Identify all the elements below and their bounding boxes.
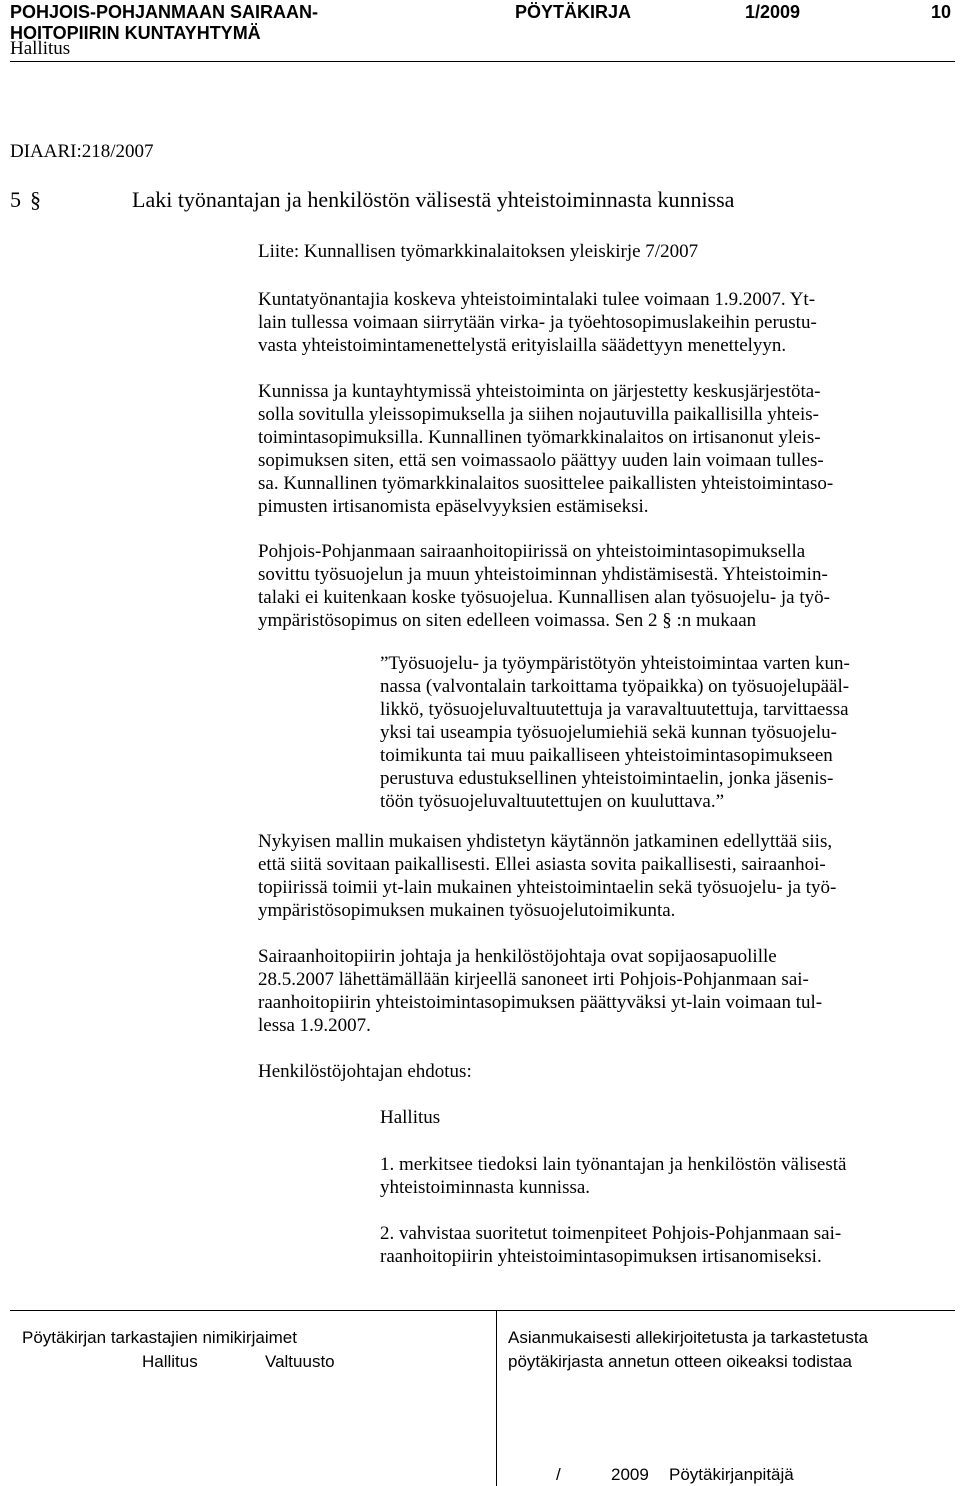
paragraph-line: sa. Kunnallinen työmarkkinalaitos suosittelee paikallisten yhteistoimintaso- (258, 473, 834, 494)
paragraph-line: talaki ei kuitenkaan koske työsuojelua. Kunnallisen alan työsuojelu- ja työ- (258, 587, 830, 608)
quote-line: töön työsuojeluvaltuutettujen on kuuluttava.” (380, 791, 725, 812)
paragraph-line: solla sovitulla yleissopimuksella ja siihen nojautuvilla paikallisilla yhteis- (258, 404, 819, 425)
paragraph-3 (258, 540, 830, 632)
proposal-item-2 (380, 1222, 841, 1268)
proposal-item-line: 2. vahvistaa suoritetut toimenpiteet Pohjois-Pohjanmaan sai- (380, 1223, 842, 1244)
page-header (10, 0, 955, 92)
proposal-item-line: raanhoitopiirin yhteistoimintasopimuksen irtisanomiseksi. (380, 1246, 822, 1267)
proposal-heading: Henkilöstöjohtajan ehdotus: (258, 1061, 472, 1082)
diaari-number: DIAARI:218/2007 (10, 141, 154, 162)
paragraph-line: Kunnissa ja kuntayhtymissä yhteistoiminta on järjestetty keskusjärjestöta- (258, 381, 821, 402)
paragraph-line: pimusten irtisanomista epäselvyyksien estämiseksi. (258, 496, 649, 517)
paragraph-line: Pohjois-Pohjanmaan sairaanhoitopiirissä on yhteistoimintasopimuksella (258, 541, 806, 562)
footer-certification-line-1: Asianmukaisesti allekirjoitetusta ja tarkastetusta (508, 1328, 868, 1347)
paragraph-line: 28.5.2007 lähettämällään kirjeellä sanoneet irti Pohjois-Pohjanmaan sai- (258, 969, 809, 990)
paragraph-line: ympäristösopimuksen mukainen työsuojelutoimikunta. (258, 900, 676, 921)
paragraph-line: Kuntatyönantajia koskeva yhteistoimintalaki tulee voimaan 1.9.2007. Yt- (258, 289, 816, 310)
footer-year: 2009 (611, 1465, 649, 1484)
footer-date-slash: / (556, 1465, 561, 1484)
section-sign: § (30, 187, 41, 212)
paragraph-line: sopimuksen siten, että sen voimassaolo päättyy uuden lain voimaan tulles- (258, 450, 824, 471)
paragraph-line: toimintasopimuksilla. Kunnallinen työmarkkinalaitos on irtisanonut yleis- (258, 427, 821, 448)
quote-line: ”Työsuojelu- ja työympäristötyön yhteistoimintaa varten kun- (380, 653, 850, 674)
footer-initials-hallitus: Hallitus (142, 1352, 198, 1371)
paragraph-4 (258, 830, 836, 922)
organization-line-2: HOITOPIIRIN KUNTAYHTYMÄ (10, 23, 261, 43)
paragraph-line: vasta yhteistoimintamenettelystä erityislailla säädettyyn menettelyyn. (258, 335, 787, 356)
proposal-item-line: yhteistoiminnasta kunnissa. (380, 1177, 591, 1198)
paragraph-line: ympäristösopimus on siten edelleen voimassa. Sen 2 § :n mukaan (258, 610, 757, 631)
attachment-line: Liite: Kunnallisen työmarkkinalaitoksen yleiskirje 7/2007 (258, 241, 699, 262)
paragraph-line: sovittu työsuojelun ja muun yhteistoiminnan yhdistämisestä. Yhteistoimin- (258, 564, 828, 585)
quote-line: nassa (valvontalain tarkoittama työpaikka) on työsuojelupääl- (380, 676, 850, 697)
footer-divider (496, 1311, 497, 1486)
paragraph-line: lessa 1.9.2007. (258, 1015, 371, 1036)
footer-keeper: Pöytäkirjanpitäjä (669, 1465, 794, 1484)
header-rule (10, 61, 955, 62)
paragraph-line: että siitä sovitaan paikallisesti. Ellei asiasta sovita paikallisesti, sairaanhoi- (258, 854, 826, 875)
paragraph-line: raanhoitopiirin yhteistoimintasopimuksen päättyväksi yt-lain voimaan tul- (258, 992, 823, 1013)
footer-rule (10, 1310, 955, 1311)
footer-initials-valtuusto: Valtuusto (265, 1352, 335, 1371)
paragraph-line: Sairaanhoitopiirin johtaja ja henkilöstöjohtaja ovat sopijaosapuolille (258, 946, 777, 967)
document-type: PÖYTÄKIRJA (515, 2, 632, 22)
document-number: 1/2009 (745, 2, 801, 22)
quote-line: likkö, työsuojeluvaltuutettuja ja varavaltuutettuja, tarvittaessa (380, 699, 849, 720)
paragraph-line: lain tullessa voimaan siirrytään virka- ja työehtosopimuslakeihin perustu- (258, 312, 817, 333)
quoted-passage (380, 652, 850, 813)
organization-line-1: POHJOIS-POHJANMAAN SAIRAAN- (10, 2, 319, 22)
footer-initials-title: Pöytäkirjan tarkastajien nimikirjaimet (22, 1328, 297, 1347)
section-number: 5 (10, 187, 21, 212)
quote-line: toimikunta tai muu paikalliseen yhteistoimintasopimukseen (380, 745, 833, 766)
paragraph-line: Nykyisen mallin mukaisen yhdistetyn käytännön jatkaminen edellyttää siis, (258, 831, 833, 852)
page-number: 10 (931, 2, 952, 22)
paragraph-line: topiirissä toimii yt-lain mukainen yhteistoimintaelin sekä työsuojelu- ja työ- (258, 877, 837, 898)
header-body-name: Hallitus (10, 38, 71, 59)
section-title: Laki työnantajan ja henkilöstön välisestä yhteistoiminnasta kunnissa (132, 187, 735, 212)
paragraph-2 (258, 380, 833, 518)
quote-line: perustuva edustuksellinen yhteistoimintaelin, jonka jäsenis- (380, 768, 834, 789)
footer-certification-line-2: pöytäkirjasta annetun otteen oikeaksi todistaa (508, 1352, 853, 1371)
paragraph-1 (258, 288, 817, 357)
proposal-item-1 (380, 1153, 846, 1199)
paragraph-5 (258, 945, 822, 1037)
quote-line: yksi tai useampia työsuojelumiehiä sekä kunnan työsuojelu- (380, 722, 837, 743)
proposal-item-line: 1. merkitsee tiedoksi lain työnantajan ja henkilöstön välisestä (380, 1154, 847, 1175)
proposal-body-name: Hallitus (380, 1107, 441, 1128)
